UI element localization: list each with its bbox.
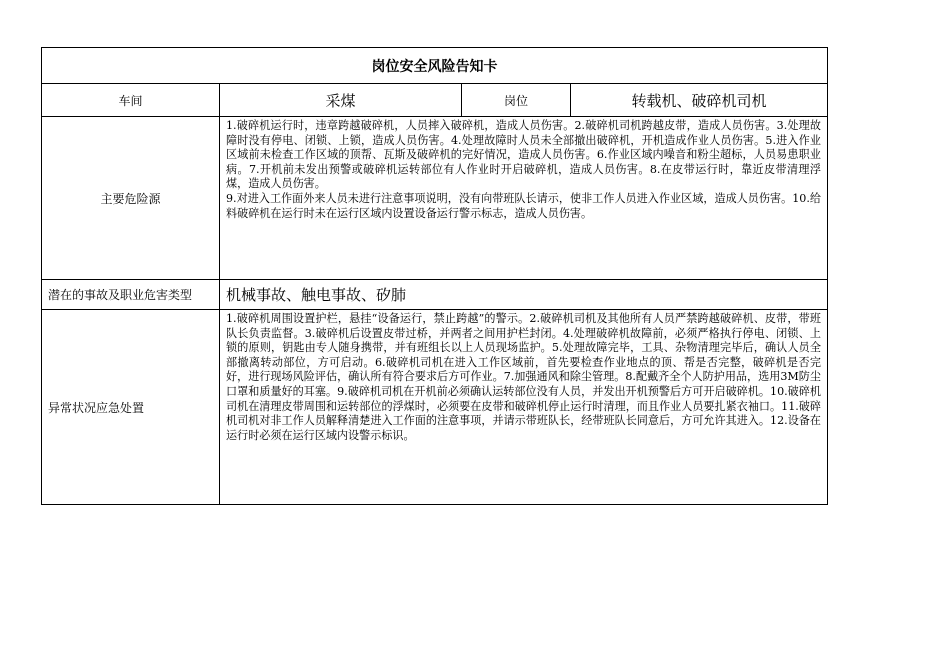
title-row: [42, 48, 828, 84]
hazard-paragraph-1: 1.破碎机运行时，违章跨越破碎机，人员摔入破碎机，造成人员伤害。2.破碎机司机跨越皮带，造成人员伤害。3.处理故障时没有停电、闭锁、上锁，造成人员伤害。4.处理故障时人员未全部撤出破碎机，开机造成作业人员伤害。5.进入作业区域前未检查工作区域的顶帮、瓦斯及破碎机的完好情况，造成人员伤害。6.作业区域内噪音和粉尘超标，人员易患职业病。7.开机前未发出预警或破碎机运转部位有人作业时开启破碎机，造成人员伤害。8.在皮带运行时，靠近皮带清理浮煤，造成人员伤害。: [226, 119, 821, 191]
post-label: 岗位: [462, 84, 571, 117]
hazard-paragraph-2: 9.对进入工作面外来人员未进行注意事项说明，没有向带班队长请示，使非工作人员进入作业区域，造成人员伤害。10.给料破碎机在运行时未在运行区域内设置设备运行警示标志，造成人员伤害。: [226, 191, 821, 220]
hazard-content: [220, 117, 828, 280]
hazard-row: [42, 117, 828, 280]
accident-row: [42, 280, 828, 310]
workshop-label: 车间: [42, 84, 220, 117]
hazard-label: 主要危险源: [42, 117, 220, 280]
accident-value: 机械事故、触电事故、矽肺: [220, 280, 828, 310]
emergency-row: [42, 310, 828, 505]
emergency-label: 异常状况应急处置: [42, 310, 220, 505]
accident-label: 潜在的事故及职业危害类型: [42, 280, 220, 310]
workshop-row: [42, 84, 828, 117]
emergency-content: 1.破碎机周围设置护栏，悬挂“设备运行，禁止跨越”的警示。2.破碎机司机及其他所有人员严禁跨越破碎机、皮带，带班队长负责监督。3.破碎机后设置皮带过桥，并两者之间用护栏封闭。4.处理破碎机故障前，必须严格执行停电、闭锁、上锁的原则，钥匙由专人随身携带，并有班组长以上人员现场监护。5.处理故障完毕，工具、杂物清理完毕后，确认人员全部撤离转动部位，方可启动。6.破碎机司机在进入工作区域前，首先要检查作业地点的顶、帮是否完整，破碎机是否完好，进行现场风险评估，确认所有符合要求后方可作业。7.加强通风和除尘管理。8.配戴齐全个人防护用品，选用3M防尘口罩和质量好的耳塞。9.破碎机司机在开机前必须确认运转部位没有人员，并发出开机预警后方可开启破碎机。10.破碎机司机在清理皮带周围和运转部位的浮煤时，必须要在皮带和破碎机停止运行时清理，而且作业人员要扎紧衣袖口。11.破碎机司机对非工作人员解释清楚进入工作面的注意事项，并请示带班队长，经带班队长同意后，方可允许其进入。12.设备在运行时必须在运行区域内设警示标识。: [220, 310, 828, 505]
workshop-value: 采煤: [220, 84, 462, 117]
post-value: 转载机、破碎机司机: [571, 84, 828, 117]
risk-notice-card: [41, 47, 828, 505]
card-title: 岗位安全风险告知卡: [42, 48, 828, 84]
